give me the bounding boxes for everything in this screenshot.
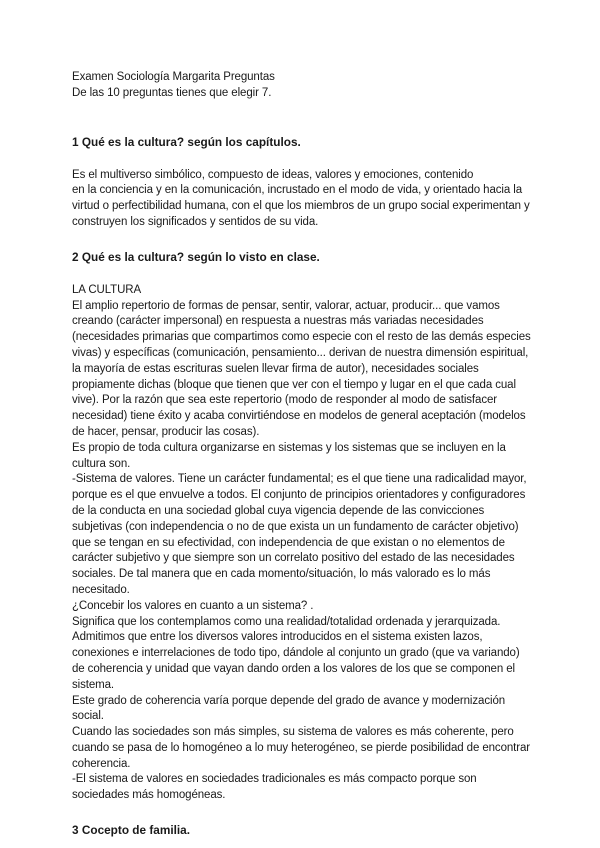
exam-title: Examen Sociología Margarita Preguntas (72, 71, 275, 83)
answer-line: Admitimos que entre los diversos valores introducidos en el sistema existen lazos, (72, 631, 483, 644)
answer-line: vive). Por la razón que sea este repertorio (modo de responder al modo de satisfacer (72, 394, 497, 407)
answer-line: subjetivas (con independencia o no de que exista un un fundamento de carácter objetivo) (72, 520, 519, 533)
answer-line: porque es el que envuelve a todos. El conjunto de principios orientadores y configuradores (72, 489, 526, 502)
exam-instructions: De las 10 preguntas tienes que elegir 7. (72, 86, 272, 99)
answer-line: social. (72, 710, 104, 723)
exam-header (72, 70, 530, 102)
answer-line: sistema. (72, 678, 115, 691)
answer-line: que se tengan en su efectividad, con independencia de que existan o no elementos de (72, 536, 505, 549)
answer-line: construyen los significados y sentidos de su vida. (72, 215, 319, 228)
answer-line: sociales. De tal manera que en cada momento/situación, lo más valorado es lo más (72, 568, 491, 581)
answer-line: coherencia. (72, 757, 131, 770)
answer-line: propiamente dichas (bloque que tienen que ver con el tiempo y lugar en el que cada cual (72, 378, 516, 391)
answer-line: ¿Concebir los valores en cuanto a un sistema? . (72, 599, 314, 612)
answer-line: Es propio de toda cultura organizarse en sistemas y los sistemas que se incluyen en la (72, 441, 506, 454)
answer-line: virtud o perfectibilidad humana, con el que los miembros de un grupo social experimentan y (72, 200, 530, 213)
answer-line: -El sistema de valores en sociedades tradicionales es más compacto porque son (72, 773, 477, 786)
answer-line: creando (carácter impersonal) en respuesta a nuestras más variadas necesidades (72, 315, 484, 328)
answer-line: Este grado de coherencia varía porque depende del grado de avance y modernización (72, 694, 506, 707)
answer-line: de hacer, pensar, producir las cosas). (72, 425, 260, 438)
answer-line: sociedades más homogéneas. (72, 789, 226, 802)
answer-line: cuando se pasa de lo homogéneo a lo muy heterogéneo, se pierde posibilidad de encontrar (72, 741, 531, 754)
answer-line: El amplio repertorio de formas de pensar, sentir, valorar, actuar, producir... que vamos (72, 299, 500, 312)
question-2-heading: 2 Qué es la cultura? según lo visto en clase. (72, 249, 320, 264)
answer-line: la mayoría de estas escrituras suelen llevar firma de autor), necesidades sociales (72, 362, 479, 375)
answer-line: necesidad) tiene éxito y acaba convirtiéndose en modelos de general aceptación (modelos (72, 410, 526, 423)
answer-line: cultura son. (72, 457, 131, 470)
question-1-heading: 1 Qué es la cultura? según los capítulos. (72, 134, 301, 149)
answer-line: en la conciencia y en la comunicación, incrustado en el modo de vida, y orientado hacia la (72, 184, 523, 197)
answer-line: de coherencia y unidad que vayan dando orden a los valores de los que se componen el (72, 662, 515, 675)
question-3-heading: 3 Cocepto de familia. (72, 823, 190, 838)
answer-line: (necesidades primarias que compartimos como especie con el resto de las demás especies (72, 331, 531, 344)
answer-line: carácter subjetivo y que siempre son un correlato positivo del estado de las necesidades (72, 552, 515, 565)
answer-line: Significa que los contemplamos como una realidad/totalidad ordenada y jerarquizada. (72, 615, 501, 628)
answer-line: Cuando las sociedades son más simples, su sistema de valores es más coherente, pero (72, 726, 514, 739)
answer-line: -Sistema de valores. Tiene un carácter fundamental; es el que tiene una radicalidad mayor, (72, 473, 527, 486)
answer-line: conexiones e interrelaciones de todo tipo, dándole al conjunto un grado (que va variando) (72, 647, 520, 660)
answer-line: vivas) y específicas (comunicación, pensamiento... derivan de nuestra dimensión espiritual, (72, 346, 529, 359)
answer-line: Es el multiverso simbólico, compuesto de ideas, valores y emociones, contenido (72, 168, 474, 181)
answer-line: de la conducta en una sociedad global cuya vigencia depende de las convicciones (72, 504, 485, 517)
section-title: LA CULTURA (72, 283, 142, 296)
question-1-answer (72, 168, 530, 231)
document-content (72, 70, 530, 838)
answer-line: necesitado. (72, 583, 130, 596)
question-2-answer (72, 283, 530, 804)
